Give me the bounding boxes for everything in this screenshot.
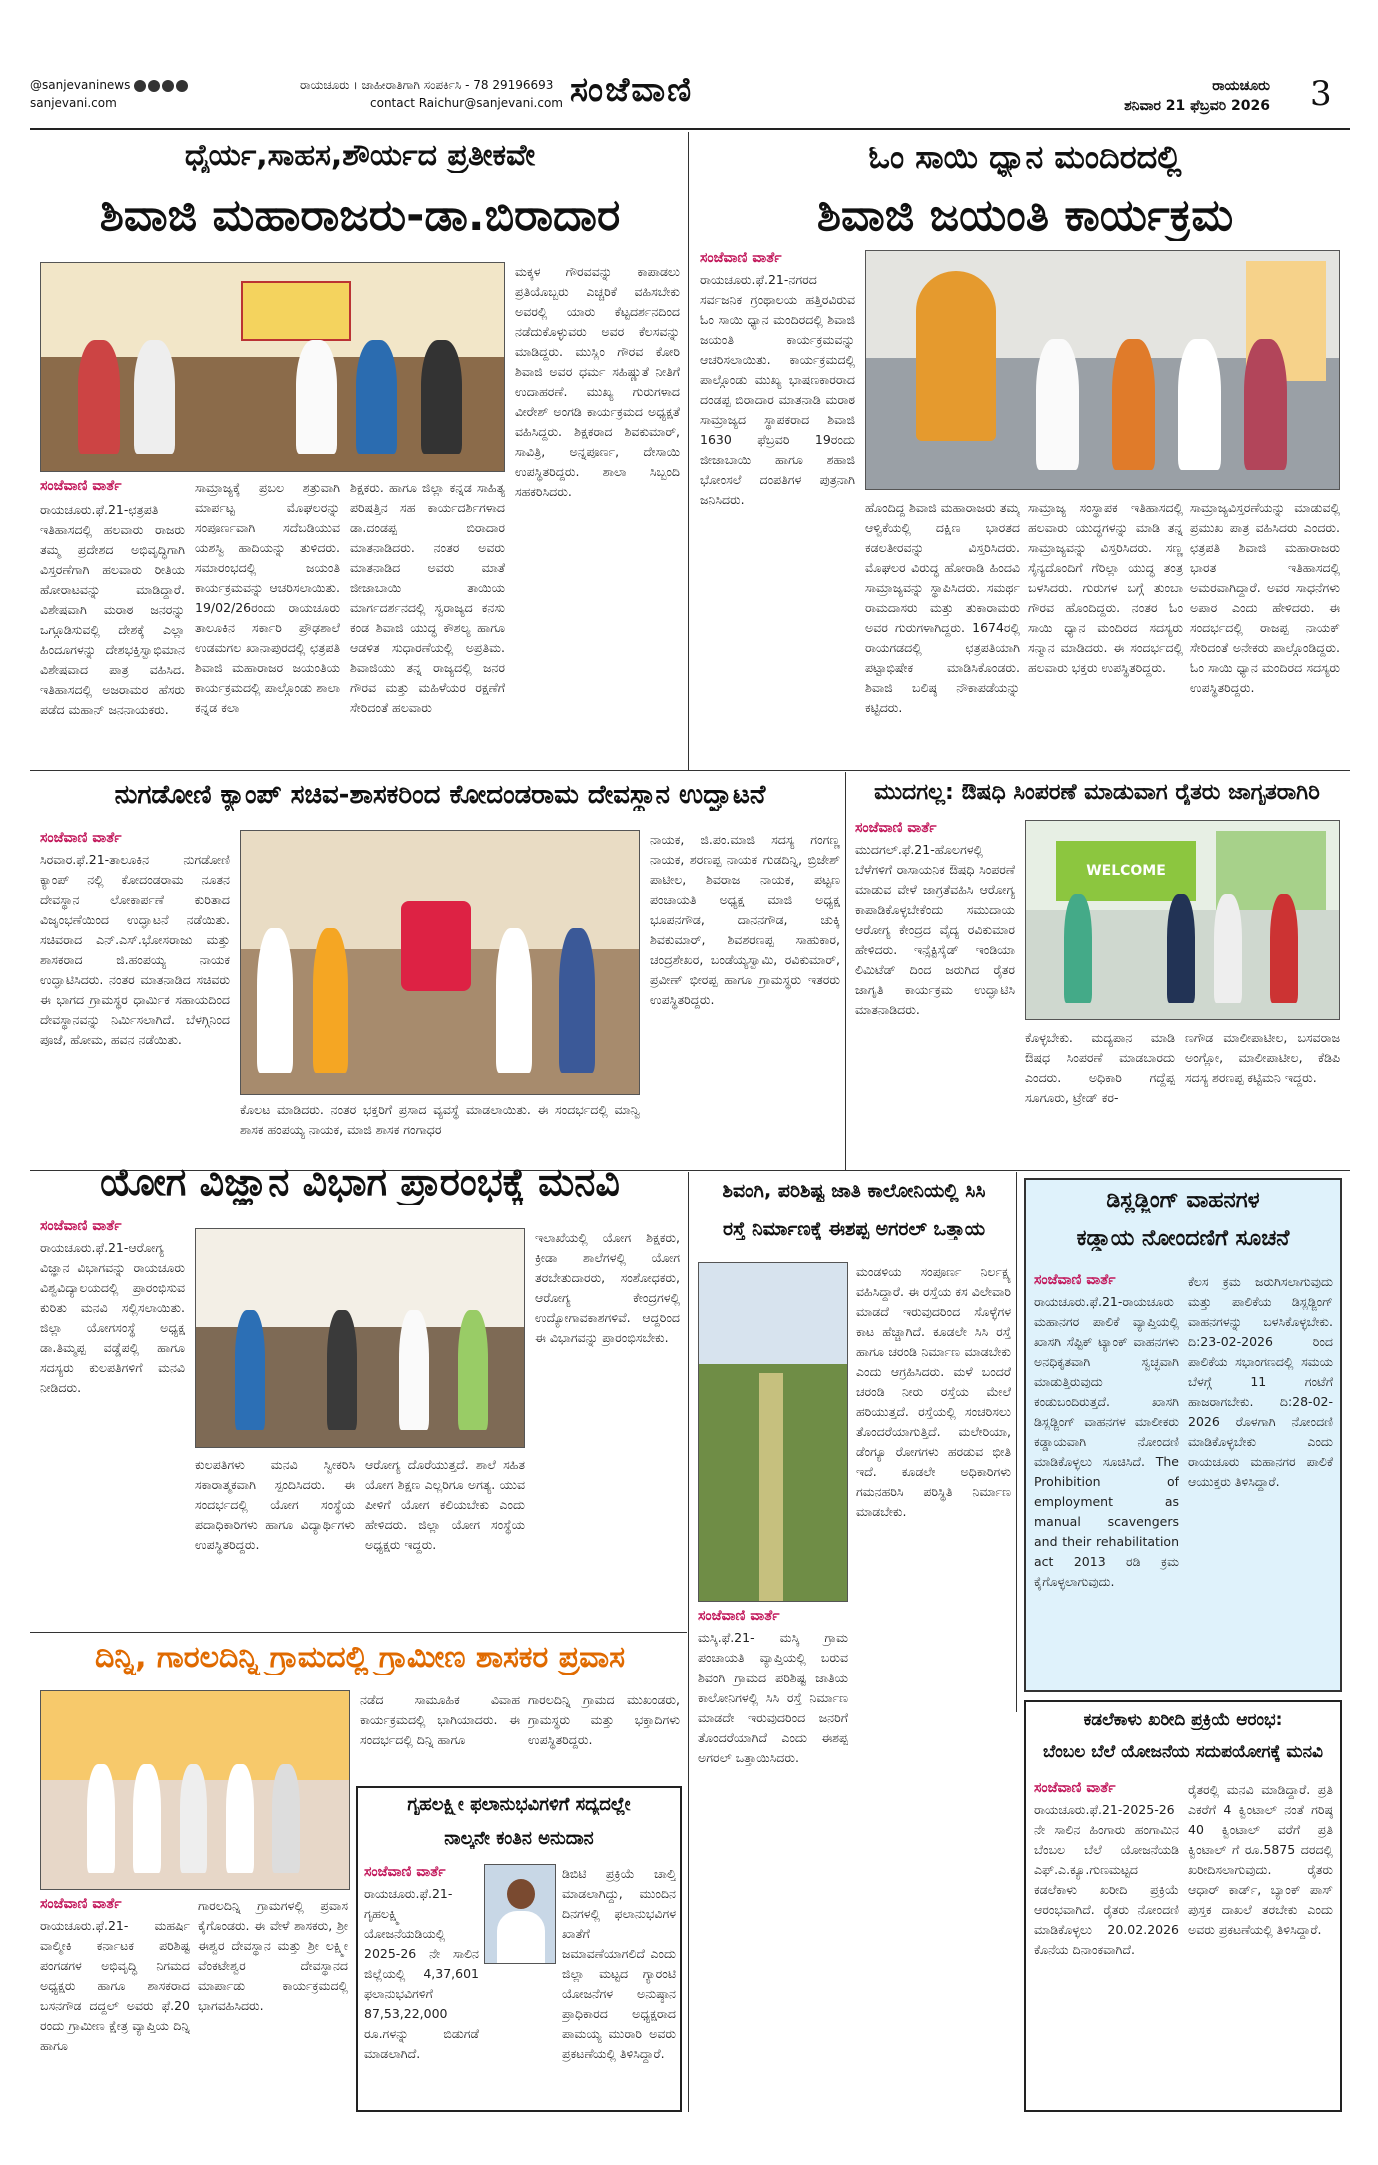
- story9-headline-line1: ಗೃಹಲಕ್ಷ್ಮೀ ಫಲಾನುಭವಿಗಳಿಗೆ ಸದ್ಯದಲ್ಲೇ: [407, 1794, 631, 1815]
- story6-photo: [698, 1262, 848, 1602]
- masthead: [30, 70, 1350, 130]
- story2-kicker: ಓಂ ಸಾಯಿ ಧ್ಯಾನ ಮಂದಿರದಲ್ಲಿ: [868, 138, 1182, 176]
- story1-col1: ರಾಯಚೂರು.ಫೆ.21-ಛತ್ರಪತಿ ಇತಿಹಾಸದಲ್ಲಿ ಹಲವಾರು ರಾಜರು ತಮ್ಮ ಪ್ರದೇಶದ ಅಭಿವೃದ್ಧಿಗಾಗಿ ವಿಸ್ತರಣೆಗಾಗಿ ಹಲವಾರು ರೀತಿಯ ಹೋರಾಟವನ್ನು ಮಾಡಿದ್ದಾರೆ. ವಿಶೇಷವಾಗಿ ಮರಾಠ ಜನರನ್ನು ಒಗ್ಗೂಡಿಸುವಲ್ಲಿ ದೇಶಕ್ಕೆ ಎಲ್ಲಾ ಹಿಂದೂಗಳನ್ನು ದೇಶಭಕ್ತಿಸ್ವಾಭಿಮಾನ ವಿಶೇಷವಾದ ಪಾತ್ರ ವಹಿಸಿದ. ಇತಿಹಾಸದಲ್ಲಿ ಅಜರಾಮರ ಹೆಸರು ಪಡೆದ ಮಹಾನ್ ಜನನಾಯಕರು.: [40, 502, 185, 717]
- divider: [688, 1172, 689, 2112]
- story7-box: [1024, 1178, 1342, 1692]
- story3-col2: ನಾಯಕ, ಜಿ.ಪಂ.ಮಾಜಿ ಸದಸ್ಯ ಗಂಗಣ್ಣ ನಾಯಕ, ಶರಣಪ್ಪ ನಾಯಕ ಗುಡದಿನ್ನಿ, ಬ್ರಿಜೇಶ್ ಪಾಟೀಲ, ಶಿವರಾಜ ನಾಯಕ, ಪಟ್ಟಣ ಪಂಚಾಯತಿ ಅಧ್ಯಕ್ಷ ಮಾಜಿ ಅಧ್ಯಕ್ಷ ಭೂಪನಗೌಡ, ದಾನನಗೌಡ, ಚುಕ್ಕಿ ಶಿವಕುಮಾರ್, ಶಿವಶರಣಪ್ಪ ಸಾಹುಕಾರ, ಚಂದ್ರಶೇಖರ, ಬಂಡೆಯ್ಯಸ್ವಾಮಿ, ರವಿಕುಮಾರ್, ಪ್ರವೀಣ್ ಭೀರಪ್ಪ ಹಾಗೂ ಗ್ರಾಮಸ್ಥರು ಇತರರು ಉಪಸ್ಥಿತರಿದ್ದರು.: [650, 832, 840, 1007]
- divider: [30, 1632, 687, 1633]
- story6-headline-line2: ರಸ್ತೆ ನಿರ್ಮಾಣಕ್ಕೆ ಈಶಪ್ಪ ಅಗರಲ್ ಒತ್ತಾಯ: [722, 1218, 986, 1240]
- story10-col2: ರೈತರಲ್ಲಿ ಮನವಿ ಮಾಡಿದ್ದಾರೆ. ಪ್ರತಿ ಎಕರೆಗೆ 4 ಕ್ವಿಂಟಾಲ್ ನಂತೆ ಗರಿಷ್ಠ 40 ಕ್ವಿಂಟಾಲ್ ವರೆಗೆ ಪ್ರತಿ ಕ್ವಿಂಟಾಲ್ ಗೆ ರೂ.5875 ದರದಲ್ಲಿ ಖರೀದಿಸಲಾಗುವುದು. ರೈತರು ಆಧಾರ್ ಕಾರ್ಡ್, ಬ್ಯಾಂಕ್ ಪಾಸ್ ಪುಸ್ತಕ ದಾಖಲೆ ತರಬೇಕು ಎಂದು ಅವರು ಪ್ರಕಟಣೆಯಲ್ಲಿ ತಿಳಿಸಿದ್ದಾರೆ.: [1188, 1782, 1333, 1937]
- masthead-date: [1040, 76, 1270, 116]
- story1-headline: ಶಿವಾಜಿ ಮಹಾರಾಜರು-ಡಾ.ಬಿರಾದಾರ: [99, 190, 621, 241]
- page-number: 3: [1310, 74, 1332, 114]
- story5-col1: ರಾಯಚೂರು.ಫೆ.21-ಆರೋಗ್ಯ ವಿಜ್ಞಾನ ವಿಭಾಗವನ್ನು ರಾಯಚೂರು ವಿಶ್ವವಿದ್ಯಾಲಯದಲ್ಲಿ ಪ್ರಾರಂಭಿಸುವ ಕುರಿತು ಮನವಿ ಸಲ್ಲಿಸಲಾಯಿತು. ಜಿಲ್ಲಾ ಯೋಗಸಂಸ್ಥೆ ಅಧ್ಯಕ್ಷ ಡಾ.ತಿಮ್ಮಪ್ಪ ವಡ್ಡೆಪಲ್ಲಿ ಹಾಗೂ ಸದಸ್ಯರು ಕುಲಪತಿಗಳಿಗೆ ಮನವಿ ನೀಡಿದರು.: [40, 1240, 185, 1395]
- facebook-icon[interactable]: [134, 80, 146, 92]
- story5-col2: ಇಲಾಖೆಯಲ್ಲಿ ಯೋಗ ಶಿಕ್ಷಕರು, ಕ್ರೀಡಾ ಶಾಲೆಗಳಲ್ಲಿ ಯೋಗ ತರಬೇತುದಾರರು, ಸಂಶೋಧಕರು, ಆರೋಗ್ಯ ಕೇಂದ್ರಗಳಲ್ಲಿ ಉದ್ಯೋಗಾವಕಾಶಗಳಿವೆ. ಆದ್ದರಿಂದ ಈ ವಿಭಾಗವನ್ನು ಪ್ರಾರಂಭಿಸಬೇಕು.: [535, 1230, 680, 1345]
- story2-photo: [865, 250, 1340, 490]
- story8-col2: ನಡೆದ ಸಾಮೂಹಿಕ ವಿವಾಹ ಕಾರ್ಯಕ್ರಮದಲ್ಲಿ ಭಾಗಿಯಾದರು. ಈ ಸಂದರ್ಭದಲ್ಲಿ ದಿನ್ನಿ ಹಾಗೂ: [360, 1692, 520, 1747]
- welcome-banner: WELCOME: [1056, 841, 1196, 901]
- story9-byline: ಸಂಜೆವಾಣಿ ವಾರ್ತೆ: [364, 1864, 446, 1880]
- story2-headline: ಶಿವಾಜಿ ಜಯಂತಿ ಕಾರ್ಯಕ್ರಮ: [816, 190, 1234, 241]
- story7-col1: ರಾಯಚೂರು.ಫೆ.21-ರಾಯಚೂರು ಮಹಾನಗರ ಪಾಲಿಕೆ ವ್ಯಾಪ್ತಿಯಲ್ಲಿ ಖಾಸಗಿ ಸೆಪ್ಟಿಕ್ ಟ್ಯಾಂಕ್ ವಾಹನಗಳು ಅನಧಿಕೃತವಾಗಿ ಸ್ವಚ್ಛವಾಗಿ ಮಾಡುತ್ತಿರುವುದು ಕಂಡುಬಂದಿರುತ್ತದೆ. ಖಾಸಗಿ ಡಿಸ್ಲಡ್ಜಿಂಗ್ ವಾಹನಗಳ ಮಾಲೀಕರು ಕಡ್ಡಾಯವಾಗಿ ನೋಂದಣಿ ಮಾಡಿಕೊಳ್ಳಲು ಸೂಚಿಸಿದೆ. The Prohibition of employment as manual scavengers and their rehabilitation act 2013 ರಡಿ ಕ್ರಮ ಕೈಗೊಳ್ಳಲಾಗುವುದು.: [1034, 1294, 1179, 1589]
- city-name: ರಾಯಚೂರು: [1212, 78, 1270, 94]
- story5-photo: [195, 1228, 525, 1448]
- story7-byline: ಸಂಜೆವಾಣಿ ವಾರ್ತೆ: [1034, 1272, 1116, 1288]
- story1-photo: [40, 262, 505, 472]
- shrine-photo: [916, 271, 996, 441]
- story5-col3: ಕುಲಪತಿಗಳು ಮನವಿ ಸ್ವೀಕರಿಸಿ ಸಕಾರಾತ್ಮಕವಾಗಿ ಸ್ಪಂದಿಸಿದರು. ಈ ಸಂದರ್ಭದಲ್ಲಿ ಯೋಗ ಸಂಸ್ಥೆಯ ಪದಾಧಿಕಾರಿಗಳು ಹಾಗೂ ವಿದ್ಯಾರ್ಥಿಗಳು ಉಪಸ್ಥಿತರಿದ್ದರು.: [195, 1457, 355, 1552]
- story8-col4: ಗಾರಲದಿನ್ನಿ ಗ್ರಾಮಗಳಲ್ಲಿ ಪ್ರವಾಸ ಕೈಗೊಂಡರು. ಈ ವೇಳೆ ಶಾಸಕರು, ಶ್ರೀ ಈಶ್ವರ ದೇವಸ್ಥಾನ ಮತ್ತು ಶ್ರೀ ಲಕ್ಷ್ಮೀ ವೆಂಕಟೇಶ್ವರ ದೇವಸ್ಥಾನದ ಮಾರ್ಪಾಡು ಕಾರ್ಯಕ್ರಮದಲ್ಲಿ ಭಾಗವಹಿಸಿದರು.: [198, 1898, 348, 2013]
- story4-headline: ಮುದಗಲ್ಲ: ಔಷಧಿ ಸಿಂಪರಣೆ ಮಾಡುವಾಗ ರೈತರು ಜಾಗೃತರಾಗಿರಿ: [874, 780, 1320, 805]
- story8-col3: ಗಾರಲದಿನ್ನಿ ಗ್ರಾಮದ ಮುಖಂಡರು, ಗ್ರಾಮಸ್ಥರು ಮತ್ತು ಭಕ್ತಾದಿಗಳು ಉಪಸ್ಥಿತರಿದ್ದರು.: [528, 1692, 680, 1747]
- divider: [1016, 1172, 1017, 1712]
- story2-col1: ರಾಯಚೂರು.ಫೆ.21-ನಗರದ ಸರ್ವಜನಿಕ ಗ್ರಂಥಾಲಯ ಹತ್ತಿರವಿರುವ ಓಂ ಸಾಯಿ ಧ್ಯಾನ ಮಂದಿರದಲ್ಲಿ ಶಿವಾಜಿ ಜಯಂತಿ ಕಾರ್ಯಕ್ರಮವನ್ನು ಆಚರಿಸಲಾಯಿತು. ಕಾರ್ಯಕ್ರಮದಲ್ಲಿ ಪಾಲ್ಗೊಂಡು ಮುಖ್ಯ ಭಾಷಣಕಾರರಾದ ದಂಡಪ್ಪ ಬಿರಾದಾರ ಮಾತನಾಡಿ ಮರಾಠ ಸಾಮ್ರಾಜ್ಯದ ಸ್ಥಾಪಕರಾದ ಶಿವಾಜಿ 1630 ಫೆಬ್ರವರಿ 19ರಂದು ಜೀಜಾಬಾಯಿ ಹಾಗೂ ಶಹಾಜಿ ಭೋಂಸಲೆ ದಂಪತಿಗಳ ಪುತ್ರನಾಗಿ ಜನಿಸಿದರು.: [700, 272, 855, 507]
- masthead-contact: [300, 76, 563, 112]
- story8-photo: [40, 1690, 350, 1890]
- story6-headline-line1: ಶಿವಂಗಿ, ಪರಿಶಿಷ್ಟ ಜಾತಿ ಕಾಲೋನಿಯಲ್ಲಿ ಸಿಸಿ: [722, 1180, 986, 1202]
- story2-col4: ಸಾಮ್ರಾಜ್ಯವಿಸ್ತರಣೆಯನ್ನು ಮಾಡುವಲ್ಲಿ ಪ್ರಮುಖ ಪಾತ್ರ ವಹಿಸಿದರು ಎಂದರು. ಛತ್ರಪತಿ ಶಿವಾಜಿ ಮಹಾರಾಜರು ಭಾರತ ಇತಿಹಾಸದಲ್ಲಿ ಅಮರವಾಗಿದ್ದಾರೆ. ಅವರ ಸಾಧನೆಗಳು ಅಪಾರ ಎಂದು ಹೇಳಿದರು. ಈ ಸಂದರ್ಭದಲ್ಲಿ ರಾಜಪ್ಪ ನಾಯಕ್ ಸೇರಿದಂತೆ ಅನೇಕರು ಪಾಲ್ಗೊಂಡಿದ್ದರು. ಓಂ ಸಾಯಿ ಧ್ಯಾನ ಮಂದಿರದ ಸದಸ್ಯರು ಉಪಸ್ಥಿತರಿದ್ದರು.: [1190, 500, 1340, 695]
- story1-col4: ಮಕ್ಕಳ ಗೌರವವನ್ನು ಕಾಪಾಡಲು ಪ್ರತಿಯೊಬ್ಬರು ಎಚ್ಚರಿಕೆ ವಹಿಸಬೇಕು ಅವರಲ್ಲಿ ಯಾರು ಕೆಟ್ಟದರ್ಶನದಿಂದ ನಡೆದುಕೊಳ್ಳುವರು ಅವರ ಕೆಲಸವನ್ನು ಮಾಡಿದ್ದರು. ಮುಸ್ಲಿಂ ಗೌರವ ಕೋರಿ ಶಿವಾಜಿ ಅವರ ಧರ್ಮ ಸಹಿಷ್ಣುತೆ ನೀತಿಗೆ ಉದಾಹರಣೆ. ಮುಖ್ಯ ಗುರುಗಳಾದ ವೀರೇಶ್ ಅಂಗಡಿ ಕಾರ್ಯಕ್ರಮದ ಅಧ್ಯಕ್ಷತೆ ವಹಿಸಿದ್ದರು. ಶಿಕ್ಷಕರಾದ ಶಿವಕುಮಾರ್, ಸಾವಿತ್ರಿ, ಅನ್ನಪೂರ್ಣ, ದೇಸಾಯಿ ಉಪಸ್ಥಿತರಿದ್ದರು. ಶಾಲಾ ಸಿಬ್ಬಂದಿ ಸಹಕರಿಸಿದರು.: [515, 264, 680, 499]
- story3-col1: ಸಿರವಾರ.ಫೆ.21-ತಾಲೂಕಿನ ನುಗಡೋಣಿ ಕ್ಯಾಂಪ್ ನಲ್ಲಿ ಕೋದಂಡರಾಮ ನೂತನ ದೇವಸ್ಥಾನ ಲೋಕಾರ್ಪಣೆ ಕುರಿತಾದ ವಿಜೃಂಭಣೆಯಿಂದ ಉದ್ಘಾಟನೆ ನಡೆಯಿತು. ಸಚಿವರಾದ ಎನ್.ಎಸ್.ಭೋಸರಾಜು ಮತ್ತು ಶಾಸಕರಾದ ಜಿ.ಹಂಪಯ್ಯ ನಾಯಕ ಉದ್ಘಾಟಿಸಿದರು. ನಂತರ ಮಾತನಾಡಿದ ಸಚಿವರು ಈ ಭಾಗದ ಗ್ರಾಮಸ್ಥರ ಧಾರ್ಮಿಕ ಸಹಾಯದಿಂದ ದೇವಸ್ಥಾನವನ್ನು ನಿರ್ಮಿಸಲಾಗಿದೆ. ಬೆಳಗ್ಗಿನಿಂದ ಪೂಜೆ, ಹೋಮ, ಹವನ ನಡೆಯಿತು.: [40, 852, 230, 1047]
- story3-byline: ಸಂಜೆವಾಣಿ ವಾರ್ತೆ: [40, 830, 122, 846]
- story4-photo: [1025, 820, 1340, 1020]
- story9-headline-line2: ನಾಲ್ಕನೇ ಕಂತಿನ ಅನುದಾನ: [444, 1828, 594, 1849]
- divider: [30, 770, 1350, 771]
- story8-headline: ದಿನ್ನಿ, ಗಾರಲದಿನ್ನಿ ಗ್ರಾಮದಲ್ಲಿ ಗ್ರಾಮೀಣ ಶಾಸಕರ ಪ್ರವಾಸ: [94, 1640, 626, 1675]
- region-line: ರಾಯಚೂರು । ಜಾಹೀರಾತಿಗಾಗಿ ಸಂಪರ್ಕಿಸಿ - 78 29196693: [300, 78, 554, 92]
- story10-byline: ಸಂಜೆವಾಣಿ ವಾರ್ತೆ: [1034, 1780, 1116, 1796]
- issue-date: ಶನಿವಾರ 21 ಫೆಬ್ರವರಿ 2026: [1124, 98, 1270, 114]
- story3-photo: [240, 830, 640, 1095]
- story1-byline: ಸಂಜೆವಾಣಿ ವಾರ್ತೆ: [40, 478, 122, 494]
- idol-photo: [401, 901, 471, 991]
- story4-col3: ಣಗೌಡ ಮಾಲೀಪಾಟೀಲ, ಬಸವರಾಜ ಅಂಗ್ಲೋ, ಮಾಲೀಪಾಟೀಲ, ಕೆಡಿಪಿ ಸದಸ್ಯ ಶರಣಪ್ಪ ಕಟ್ಟಿಮನಿ ಇದ್ದರು.: [1185, 1030, 1340, 1085]
- instagram-icon[interactable]: [148, 80, 160, 92]
- social-handle[interactable]: @sanjevaninews: [30, 78, 131, 92]
- story6-col2: ಮಂಡಳಿಯ ಸಂಪೂರ್ಣ ನಿರ್ಲಕ್ಷ್ಯ ವಹಿಸಿದ್ದಾರೆ. ಈ ರಸ್ತೆಯ ಕಸ ವಿಲೇವಾರಿ ಮಾಡದೆ ಇರುವುದರಿಂದ ಸೊಳ್ಳೆಗಳ ಕಾಟ ಹೆಚ್ಚಾಗಿದೆ. ಕೂಡಲೇ ಸಿಸಿ ರಸ್ತೆ ಹಾಗೂ ಚರಂಡಿ ನಿರ್ಮಾಣ ಮಾಡಬೇಕು ಎಂದು ಆಗ್ರಹಿಸಿದರು. ಮಳೆ ಬಂದರೆ ಚರಂಡಿ ನೀರು ರಸ್ತೆಯ ಮೇಲೆ ಹರಿಯುತ್ತದೆ. ರಸ್ತೆಯಲ್ಲಿ ಸಂಚರಿಸಲು ತೊಂದರೆಯಾಗುತ್ತಿದೆ. ಮಲೇರಿಯಾ, ಡೆಂಗ್ಯೂ ರೋಗಗಳು ಹರಡುವ ಭೀತಿ ಇದೆ. ಕೂಡಲೇ ಅಧಿಕಾರಿಗಳು ಗಮನಹರಿಸಿ ಪರಿಸ್ಥಿತಿ ನಿರ್ಮಾಣ ಮಾಡಬೇಕು.: [856, 1264, 1011, 1519]
- story6-col1: ಮಸ್ಕಿ.ಫೆ.21- ಮಸ್ಕಿ ಗ್ರಾಮ ಪಂಚಾಯತಿ ವ್ಯಾಪ್ತಿಯಲ್ಲಿ ಬರುವ ಶಿವಂಗಿ ಗ್ರಾಮದ ಪರಿಶಿಷ್ಟ ಜಾತಿಯ ಕಾಲೋನಿಗಳಲ್ಲಿ ಸಿಸಿ ರಸ್ತೆ ನಿರ್ಮಾಣ ಮಾಡದೇ ಇರುವುದರಿಂದ ಜನರಿಗೆ ತೊಂದರೆಯಾಗಿದೆ ಎಂದು ಈಶಪ್ಪ ಅಗರಲ್ ಒತ್ತಾಯಿಸಿದರು.: [698, 1630, 848, 1765]
- contact-email[interactable]: contact Raichur@sanjevani.com: [370, 96, 563, 110]
- story10-headline-line2: ಬೆಂಬಲ ಬೆಲೆ ಯೋಜನೆಯ ಸದುಪಯೋಗಕ್ಕೆ ಮನವಿ: [1042, 1742, 1324, 1762]
- youtube-icon[interactable]: [162, 80, 174, 92]
- story10-box: [1024, 1700, 1342, 2112]
- story3-headline: ನುಗಡೋಣಿ ಕ್ಯಾಂಪ್ ಸಚಿವ-ಶಾಸಕರಿಂದ ಕೋದಂಡರಾಮ ದೇವಸ್ಥಾನ ಉದ್ಘಾಟನೆ: [114, 780, 766, 810]
- story5-headline: ಯೋಗ ವಿಜ್ಞಾನ ವಿಭಾಗ ಪ್ರಾರಂಭಕ್ಕೆ ಮನವಿ: [100, 1160, 620, 1204]
- divider: [688, 132, 689, 770]
- story9-portrait: [484, 1864, 556, 1964]
- story7-headline-line1: ಡಿಸ್ಲಡ್ಜಿಂಗ್ ವಾಹನಗಳ: [1106, 1188, 1260, 1213]
- story10-headline-line1: ಕಡಲೆಕಾಳು ಖರೀದಿ ಪ್ರಕ್ರಿಯೆ ಆರಂಭ:: [1083, 1710, 1283, 1730]
- story7-col2: ಕೆಲಸ ಕ್ರಮ ಜರುಗಿಸಲಾಗುವುದು ಮತ್ತು ಪಾಲಿಕೆಯ ಡಿಸ್ಲಡ್ಜಿಂಗ್ ವಾಹನಗಳನ್ನು ಬಳಸಿಕೊಳ್ಳಬೇಕು. ದಿ:23-02-2026 ರಿಂದ ಪಾಲಿಕೆಯ ಸಭಾಂಗಣದಲ್ಲಿ ಸಮಯ ಬೆಳಗ್ಗೆ 11 ಗಂಟೆಗೆ ಹಾಜರಾಗಬೇಕು. ದಿ:28-02-2026 ರೊಳಗಾಗಿ ನೋಂದಣಿ ಮಾಡಿಕೊಳ್ಳಬೇಕು ಎಂದು ರಾಯಚೂರು ಮಹಾನಗರ ಪಾಲಿಕೆ ಆಯುಕ್ತರು ತಿಳಿಸಿದ್ದಾರೆ.: [1188, 1274, 1333, 1489]
- story4-byline: ಸಂಜೆವಾಣಿ ವಾರ್ತೆ: [855, 820, 937, 836]
- story9-col2: ಡಿಬಿಟಿ ಪ್ರಕ್ರಿಯೆ ಚಾಲ್ತಿ ಮಾಡಲಾಗಿದ್ದು, ಮುಂದಿನ ದಿನಗಳಲ್ಲಿ ಫಲಾನುಭವಿಗಳ ಖಾತೆಗೆ ಜಮಾವಣೆಯಾಗಲಿದೆ ಎಂದು ಜಿಲ್ಲಾ ಮಟ್ಟದ ಗ್ಯಾರಂಟಿ ಯೋಜನೆಗಳ ಅನುಷ್ಠಾನ ಪ್ರಾಧಿಕಾರದ ಅಧ್ಯಕ್ಷರಾದ ಪಾಮಯ್ಯ ಮುರಾರಿ ಅವರು ಪ್ರಕಟಣೆಯಲ್ಲಿ ತಿಳಿಸಿದ್ದಾರೆ.: [562, 1866, 676, 2061]
- newspaper-logo: ಸಂಜೆವಾಣಿ: [570, 70, 694, 110]
- story8-col1: ರಾಯಚೂರು.ಫೆ.21- ಮಹರ್ಷಿ ವಾಲ್ಮೀಕಿ ಕರ್ನಾಟಕ ಪರಿಶಿಷ್ಟ ಪಂಗಡಗಳ ಅಭಿವೃದ್ಧಿ ನಿಗಮದ ಅಧ್ಯಕ್ಷರು ಹಾಗೂ ಶಾಸಕರಾದ ಬಸನಗೌಡ ದದ್ದಲ್ ಅವರು ಫೆ.20 ರಂದು ಗ್ರಾಮೀಣ ಕ್ಷೇತ್ರ ವ್ಯಾಪ್ತಿಯ ದಿನ್ನಿ ಹಾಗೂ: [40, 1918, 190, 2053]
- story5-byline: ಸಂಜೆವಾಣಿ ವಾರ್ತೆ: [40, 1218, 122, 1234]
- story1-kicker: ಧೈರ್ಯ,ಸಾಹಸ,ಶೌರ್ಯದ ಪ್ರತೀಕವೇ: [184, 138, 536, 173]
- twitter-icon[interactable]: [176, 80, 188, 92]
- social-icons: [134, 78, 190, 92]
- masthead-left: [30, 76, 190, 112]
- story2-byline: ಸಂಜೆವಾಣಿ ವಾರ್ತೆ: [700, 250, 782, 266]
- story4-col2: ಕೊಳ್ಳಬೇಕು. ಮದ್ಯಪಾನ ಮಾಡಿ ಔಷಧ ಸಿಂಪರಣೆ ಮಾಡಬಾರದು ಎಂದರು. ಅಧಿಕಾರಿ ಗದ್ದೆಪ್ಪ ಸೂಗೂರು, ಟ್ರೇಡ್ ಕರ-: [1025, 1030, 1175, 1105]
- story4-col1: ಮುದಗಲ್.ಫೆ.21-ಹೊಲಗಳಲ್ಲಿ ಬೆಳೆಗಳಿಗೆ ರಾಸಾಯನಿಕ ಔಷಧಿ ಸಿಂಪರಣೆ ಮಾಡುವ ವೇಳೆ ಜಾಗ್ರತೆವಹಿಸಿ ಆರೋಗ್ಯ ಕಾಪಾಡಿಕೊಳ್ಳಬೇಕೆಂದು ಸಮುದಾಯ ಆರೋಗ್ಯ ಕೇಂದ್ರದ ವೈದ್ಯ ರವಿಕುಮಾರ ಹೇಳಿದರು. ಇನ್ಸೆಕ್ಟಿಸೈಡ್ ಇಂಡಿಯಾ ಲಿಮಿಟೆಡ್ ದಿಂದ ಜರುಗಿದ ರೈತರ ಜಾಗೃತಿ ಕಾರ್ಯಕ್ರಮ ಉದ್ಘಾಟಿಸಿ ಮಾತನಾಡಿದರು.: [855, 842, 1015, 1017]
- divider: [845, 772, 846, 1170]
- story8-byline: ಸಂಜೆವಾಣಿ ವಾರ್ತೆ: [40, 1896, 122, 1912]
- story9-box: [356, 1786, 682, 2112]
- story5-col4: ಆರೋಗ್ಯ ದೊರೆಯುತ್ತದೆ. ಶಾಲೆ ಸಹಿತ ಯೋಗ ಶಿಕ್ಷಣ ಎಲ್ಲರಿಗೂ ಅಗತ್ಯ. ಯುವ ಪೀಳಿಗೆ ಯೋಗ ಕಲಿಯಬೇಕು ಎಂದು ಹೇಳಿದರು. ಜಿಲ್ಲಾ ಯೋಗ ಸಂಸ್ಥೆಯ ಅಧ್ಯಕ್ಷರು ಇದ್ದರು.: [365, 1457, 525, 1552]
- story1-col3: ಶಿಕ್ಷಕರು. ಹಾಗೂ ಜಿಲ್ಲಾ ಕನ್ನಡ ಸಾಹಿತ್ಯ ಪರಿಷತ್ತಿನ ಸಹ ಕಾರ್ಯದರ್ಶಿಗಳಾದ ಡಾ.ದಂಡಪ್ಪ ಬಿರಾದಾರ ಮಾತನಾಡಿದರು. ನಂತರ ಅವರು ಮಾತನಾಡಿದ ಅವರು ಮಾತೆ ಜೀಜಾಬಾಯಿ ತಾಯಿಯ ಮಾರ್ಗದರ್ಶನದಲ್ಲಿ ಸ್ವರಾಜ್ಯದ ಕನಸು ಕಂಡ ಶಿವಾಜಿ ಯುದ್ಧ ಕೌಶಲ್ಯ ಹಾಗೂ ಆಡಳಿತ ಸುಧಾರಣೆಯಲ್ಲಿ ಅಪ್ರತಿಮ. ಶಿವಾಜಿಯು ತನ್ನ ರಾಜ್ಯದಲ್ಲಿ ಜನರ ಗೌರವ ಮತ್ತು ಮಹಿಳೆಯರ ರಕ್ಷಣೆಗೆ ಸೇರಿದಂತೆ ಹಲವಾರು: [350, 480, 505, 715]
- site-link[interactable]: sanjevani.com: [30, 96, 117, 110]
- story9-col1: ರಾಯಚೂರು.ಫೆ.21- ಗೃಹಲಕ್ಷ್ಮಿ ಯೋಜನೆಯಡಿಯಲ್ಲಿ 2025-26 ನೇ ಸಾಲಿನ ಜಿಲ್ಲೆಯಲ್ಲಿ 4,37,601 ಫಲಾನುಭವಿಗಳಿಗೆ 87,53,22,000 ರೂ.ಗಳನ್ನು ಬಿಡುಗಡೆ ಮಾಡಲಾಗಿದೆ.: [364, 1886, 479, 2061]
- story6-byline: ಸಂಜೆವಾಣಿ ವಾರ್ತೆ: [698, 1608, 780, 1624]
- story2-col2: ಹೊಂದಿದ್ದ ಶಿವಾಜಿ ಮಹಾರಾಜರು ತಮ್ಮ ಆಳ್ವಿಕೆಯಲ್ಲಿ ದಕ್ಷಿಣ ಭಾರತದ ಕಡಲತೀರವನ್ನು ವಿಸ್ತರಿಸಿದರು. ಮೊಘಲರ ವಿರುದ್ಧ ಹೋರಾಡಿ ಹಿಂದವಿ ಸಾಮ್ರಾಜ್ಯವನ್ನು ಸ್ಥಾಪಿಸಿದರು. ಸಮರ್ಥ ರಾಮದಾಸರು ಮತ್ತು ತುಕಾರಾಮರು ಅವರ ಗುರುಗಳಾಗಿದ್ದರು. 1674ರಲ್ಲಿ ರಾಯಗಡದಲ್ಲಿ ಛತ್ರಪತಿಯಾಗಿ ಪಟ್ಟಾಭಿಷೇಕ ಮಾಡಿಸಿಕೊಂಡರು. ಶಿವಾಜಿ ಬಲಿಷ್ಠ ನೌಕಾಪಡೆಯನ್ನು ಕಟ್ಟಿದರು.: [865, 500, 1020, 715]
- story7-headline-line2: ಕಡ್ಡಾಯ ನೋಂದಣಿಗೆ ಸೂಚನೆ: [1076, 1226, 1290, 1251]
- story1-col2: ಸಾಮ್ರಾಜ್ಯಕ್ಕೆ ಪ್ರಬಲ ಶತ್ರುವಾಗಿ ಮಾರ್ಪಟ್ಟ ಮೊಘಲರನ್ನು ಸಂಪೂರ್ಣವಾಗಿ ಸದೆಬಡಿಯುವ ಯಶಸ್ವಿ ಹಾದಿಯನ್ನು ತುಳಿದರು. ಸಮಾರಂಭದಲ್ಲಿ ಜಯಂತಿ ಕಾರ್ಯಕ್ರಮವನ್ನು ಆಚರಿಸಲಾಯಿತು. 19/02/26ರಂದು ರಾಯಚೂರು ತಾಲೂಕಿನ ಸರ್ಕಾರಿ ಪ್ರೌಢಶಾಲೆ ಉಡಮಗಲ ಖಾನಾಪುರದಲ್ಲಿ ಛತ್ರಪತಿ ಶಿವಾಜಿ ಮಹಾರಾಜರ ಜಯಂತಿಯ ಕಾರ್ಯಕ್ರಮದಲ್ಲಿ ಪಾಲ್ಗೊಂಡು ಶಾಲಾ ಕನ್ನಡ ಕಲಾ: [195, 480, 340, 715]
- story10-col1: ರಾಯಚೂರು.ಫೆ.21-2025-26 ನೇ ಸಾಲಿನ ಹಿಂಗಾರು ಹಂಗಾಮಿನ ಬೆಂಬಲ ಬೆಲೆ ಯೋಜನೆಯಡಿ ಎಫ್.ಎ.ಕ್ಯೂ.ಗುಣಮಟ್ಟದ ಕಡಲೆಕಾಳು ಖರೀದಿ ಪ್ರಕ್ರಿಯೆ ಆರಂಭವಾಗಿದೆ. ರೈತರು ನೋಂದಣಿ ಮಾಡಿಕೊಳ್ಳಲು 20.02.2026 ಕೊನೆಯ ದಿನಾಂಕವಾಗಿದೆ.: [1034, 1802, 1179, 1957]
- banner-photo: [241, 281, 351, 341]
- story2-col3: ಸಾಮ್ರಾಜ್ಯ ಸಂಸ್ಥಾಪಕ ಇತಿಹಾಸದಲ್ಲಿ ಹಲವಾರು ಯುದ್ಧಗಳನ್ನು ಮಾಡಿ ತನ್ನ ಸಾಮ್ರಾಜ್ಯವನ್ನು ವಿಸ್ತರಿಸಿದರು. ಸಣ್ಣ ಸೈನ್ಯದೊಂದಿಗೆ ಗೆರಿಲ್ಲಾ ಯುದ್ಧ ತಂತ್ರ ಬಳಸಿದರು. ಗುರುಗಳ ಬಗ್ಗೆ ತುಂಬಾ ಗೌರವ ಹೊಂದಿದ್ದರು. ನಂತರ ಓಂ ಸಾಯಿ ಧ್ಯಾನ ಮಂದಿರದ ಸದಸ್ಯರು ಸನ್ಮಾನ ಮಾಡಿದರು. ಈ ಸಂದರ್ಭದಲ್ಲಿ ಹಲವಾರು ಭಕ್ತರು ಉಪಸ್ಥಿತರಿದ್ದರು.: [1028, 500, 1183, 675]
- story3-caption: ಕೊಲಟ ಮಾಡಿದರು. ನಂತರ ಭಕ್ತರಿಗೆ ಪ್ರಸಾದ ವ್ಯವಸ್ಥೆ ಮಾಡಲಾಯಿತು. ಈ ಸಂದರ್ಭದಲ್ಲಿ ಮಾನ್ವಿ ಶಾಸಕ ಹಂಪಯ್ಯ ನಾಯಕ, ಮಾಜಿ ಶಾಸಕ ಗಂಗಾಧರ: [240, 1102, 640, 1137]
